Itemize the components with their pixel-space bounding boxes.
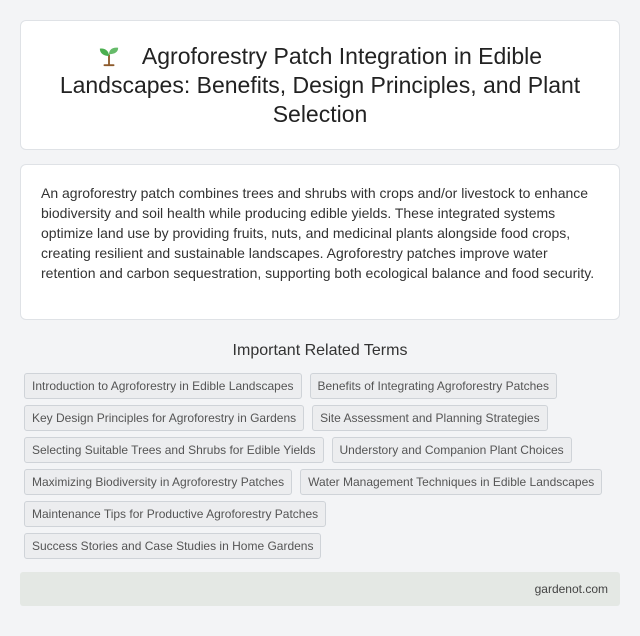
term-chip[interactable]: Maintenance Tips for Productive Agroforestry Patches xyxy=(24,501,326,527)
term-row xyxy=(24,437,624,463)
page-title xyxy=(45,42,595,129)
term-chip[interactable]: Success Stories and Case Studies in Home Gardens xyxy=(24,533,321,559)
term-row xyxy=(24,469,624,495)
related-terms-list xyxy=(24,373,624,565)
term-chip[interactable]: Site Assessment and Planning Strategies xyxy=(312,405,547,431)
term-chip[interactable]: Selecting Suitable Trees and Shrubs for Edible Yields xyxy=(24,437,324,463)
related-terms-heading: Important Related Terms xyxy=(232,342,408,359)
seedling-icon xyxy=(98,45,120,67)
term-chip[interactable]: Maximizing Biodiversity in Agroforestry Patches xyxy=(24,469,292,495)
term-chip[interactable]: Benefits of Integrating Agroforestry Patches xyxy=(310,373,557,399)
term-chip[interactable]: Water Management Techniques in Edible Landscapes xyxy=(300,469,602,495)
title-card xyxy=(20,20,620,150)
description-card xyxy=(20,164,620,320)
description-text: An agroforestry patch combines trees and shrubs with crops and/or livestock to enhance biodiversity and soil health while producing edible yields. These integrated systems optimize land use by providing fruits, nuts, and medicinal plants alongside food crops, creating resilient and sustainable landscapes. Agroforestry patches improve water retention and carbon sequestration, supporting both ecological balance and food security. xyxy=(41,185,595,281)
term-row xyxy=(24,405,624,431)
term-row xyxy=(24,501,624,527)
footer xyxy=(20,572,620,606)
footer-site-link[interactable]: gardenot.com xyxy=(534,582,608,596)
term-row xyxy=(24,533,624,559)
term-chip[interactable]: Understory and Companion Plant Choices xyxy=(332,437,572,463)
page-title-text: Agroforestry Patch Integration in Edible Landscapes: Benefits, Design Principles, and Plant Selection xyxy=(59,42,581,127)
term-row xyxy=(24,373,624,399)
term-chip[interactable]: Introduction to Agroforestry in Edible Landscapes xyxy=(24,373,302,399)
term-chip[interactable]: Key Design Principles for Agroforestry in Gardens xyxy=(24,405,304,431)
